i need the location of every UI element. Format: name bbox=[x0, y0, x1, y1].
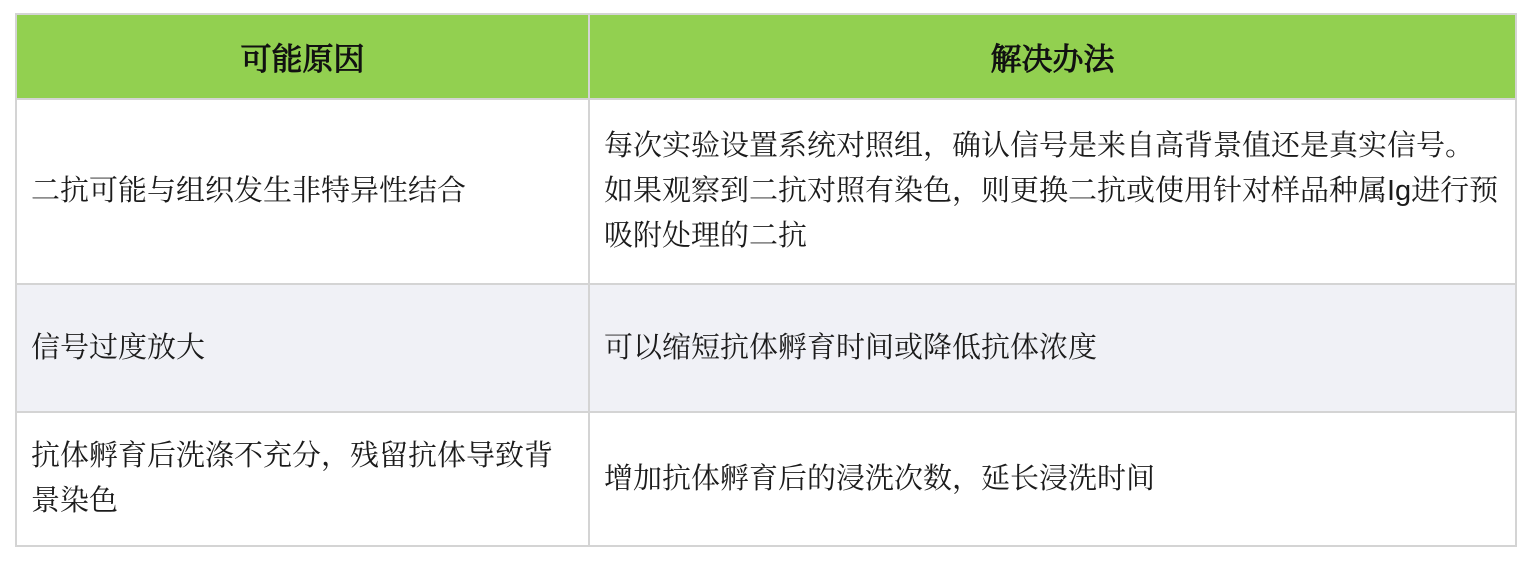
table-row bbox=[16, 99, 1516, 284]
table-row bbox=[16, 284, 1516, 412]
column-header-solution: 解决办法 bbox=[589, 14, 1516, 99]
troubleshooting-table bbox=[15, 13, 1517, 547]
column-header-cause: 可能原因 bbox=[16, 14, 589, 99]
table-row bbox=[16, 412, 1516, 546]
header-row bbox=[16, 14, 1516, 99]
cause-cell: 信号过度放大 bbox=[16, 284, 589, 412]
cause-cell: 二抗可能与组织发生非特异性结合 bbox=[16, 99, 589, 284]
solution-cell: 每次实验设置系统对照组，确认信号是来自高背景值还是真实信号。如果观察到二抗对照有染色，则更换二抗或使用针对样品种属Ig进行预吸附处理的二抗 bbox=[589, 99, 1516, 284]
solution-cell: 可以缩短抗体孵育时间或降低抗体浓度 bbox=[589, 284, 1516, 412]
cause-cell: 抗体孵育后洗涤不充分，残留抗体导致背景染色 bbox=[16, 412, 589, 546]
solution-cell: 增加抗体孵育后的浸洗次数，延长浸洗时间 bbox=[589, 412, 1516, 546]
